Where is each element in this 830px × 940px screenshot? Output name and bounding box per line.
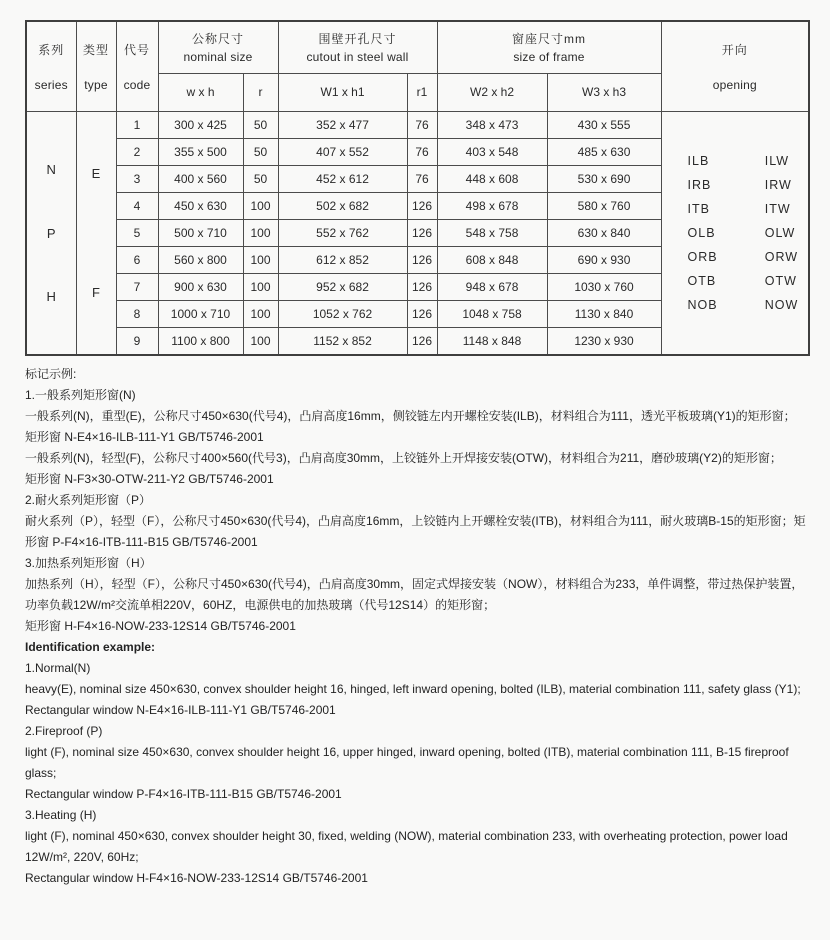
note-line-cn: 加热系列（H），轻型（F），公称尺寸450×630(代号4)，凸肩高度30mm，固定式焊接安装（NOW），材料组合为233，单件调整，带过热保护装置，功率负载12W/m²交流单相220V，60HZ，电源供电的加热玻璃（代号12S14）的矩形窗； — [25, 577, 804, 612]
note-line-en: Rectangular window H-F4×16-NOW-233-12S14 GB/T5746-2001 — [25, 871, 368, 885]
cell-frame-w2h2: 498 x 678 — [437, 193, 547, 220]
opening-cell — [661, 112, 809, 356]
opening-pair: ORB ORW — [687, 250, 799, 264]
opening-pair: NOB NOW — [687, 298, 799, 312]
col-header-code-zh: 代号 — [123, 43, 150, 58]
cell-nominal-r: 100 — [243, 247, 278, 274]
col-header-series-zh: 系列 — [38, 43, 65, 58]
type-letter: F — [92, 285, 100, 300]
cell-frame-w3h3: 1130 x 840 — [547, 301, 661, 328]
cell-frame-w3h3: 630 x 840 — [547, 220, 661, 247]
cell-nominal-r: 50 — [243, 139, 278, 166]
note-line-cn: 标记示例: — [25, 367, 77, 381]
cell-cutout-wh: 612 x 852 — [278, 247, 407, 274]
series-letter: P — [46, 225, 56, 241]
col-header-cutout-en: cutout in steel wall — [306, 50, 409, 65]
col-header-frame-en: size of frame — [513, 50, 585, 65]
col-header-opening-en: opening — [712, 77, 757, 92]
cell-frame-w2h2: 1048 x 758 — [437, 301, 547, 328]
cell-nominal-wh: 400 x 560 — [158, 166, 243, 193]
note-line-cn: 耐火系列（P），轻型（F），公称尺寸450×630(代号4)，凸肩高度16mm，上铰链内上开螺栓安装(ITB)，材料组合为111，耐火玻璃B-15的矩形窗；矩形窗 P-F4×16-ITB-111-B15 GB/T5746-2001 — [25, 514, 806, 549]
opening-pair: ILB ILW — [687, 154, 790, 168]
note-line-en: Rectangular window P-F4×16-ITB-111-B15 GB/T5746-2001 — [25, 787, 342, 801]
col-header-frame — [437, 21, 661, 73]
opening-pair: OTB OTW — [687, 274, 797, 288]
cell-code: 7 — [116, 274, 158, 301]
series-cell — [26, 112, 76, 356]
notes-section — [25, 364, 813, 889]
col-header-nominal-size — [158, 21, 278, 73]
cell-nominal-wh: 900 x 630 — [158, 274, 243, 301]
cell-cutout-r: 126 — [407, 220, 437, 247]
note-line-en: heavy(E), nominal size 450×630, convex shoulder height 16, hinged, left inward opening, bolted (ILB), material combination 111, safety glass (Y1); — [25, 682, 801, 696]
col-header-nominal-zh: 公称尺寸 — [192, 32, 245, 47]
opening-pair: ITB ITW — [687, 202, 791, 216]
note-line-en: light (F), nominal 450×630, convex shoulder height 30, fixed, welding (NOW), material combination 233, with overheating protection, power load 12W/m², 220V, 60Hz; — [25, 829, 788, 864]
series-letter: N — [46, 162, 56, 178]
cell-code: 2 — [116, 139, 158, 166]
cell-cutout-r: 126 — [407, 193, 437, 220]
cell-frame-w2h2: 448 x 608 — [437, 166, 547, 193]
col-header-frame-zh: 窗座尺寸mm — [512, 32, 587, 47]
subheader-wxh: w x h — [158, 73, 243, 111]
cell-cutout-wh: 502 x 682 — [278, 193, 407, 220]
col-header-type — [76, 21, 116, 112]
cell-nominal-r: 50 — [243, 112, 278, 139]
cell-nominal-wh: 300 x 425 — [158, 112, 243, 139]
cell-frame-w2h2: 548 x 758 — [437, 220, 547, 247]
col-header-type-zh: 类型 — [82, 43, 109, 58]
cell-frame-w3h3: 1030 x 760 — [547, 274, 661, 301]
opening-pair: OLB OLW — [687, 226, 796, 240]
subheader-w3xh3: W3 x h3 — [547, 73, 661, 111]
note-line-en: 3.Heating (H) — [25, 808, 97, 822]
note-line-cn: 矩形窗 N-F3×30-OTW-211-Y2 GB/T5746-2001 — [25, 472, 274, 486]
col-header-series-en: series — [34, 77, 68, 92]
cell-cutout-r: 76 — [407, 139, 437, 166]
col-header-code-en: code — [123, 77, 151, 92]
cell-cutout-wh: 1052 x 762 — [278, 301, 407, 328]
note-line-en: Rectangular window N-E4×16-ILB-111-Y1 GB/T5746-2001 — [25, 703, 336, 717]
col-header-cutout-zh: 围壁开孔尺寸 — [318, 32, 397, 47]
cell-code: 5 — [116, 220, 158, 247]
cell-nominal-r: 100 — [243, 274, 278, 301]
cell-code: 8 — [116, 301, 158, 328]
cell-cutout-wh: 352 x 477 — [278, 112, 407, 139]
cell-frame-w2h2: 348 x 473 — [437, 112, 547, 139]
cell-nominal-r: 50 — [243, 166, 278, 193]
series-letter: H — [46, 288, 56, 304]
cell-nominal-wh: 355 x 500 — [158, 139, 243, 166]
col-header-cutout — [278, 21, 437, 73]
cell-frame-w2h2: 948 x 678 — [437, 274, 547, 301]
cell-cutout-wh: 1152 x 852 — [278, 328, 407, 356]
cell-frame-w3h3: 485 x 630 — [547, 139, 661, 166]
note-line-en: light (F), nominal size 450×630, convex shoulder height 16, upper hinged, inward opening, bolted (ITB), material combination 111, B-15 fireproof glass; — [25, 745, 789, 780]
note-line-cn: 一般系列(N)，轻型(F)，公称尺寸400×560(代号3)，凸肩高度30mm，上铰链外上开焊接安装(OTW)，材料组合为211，磨砂玻璃(Y2)的矩形窗； — [25, 451, 782, 465]
col-header-opening — [661, 21, 809, 112]
cell-nominal-wh: 1000 x 710 — [158, 301, 243, 328]
cell-cutout-r: 126 — [407, 247, 437, 274]
cell-cutout-r: 126 — [407, 301, 437, 328]
cell-frame-w3h3: 580 x 760 — [547, 193, 661, 220]
note-line-cn: 1.一般系列矩形窗(N) — [25, 388, 136, 402]
subheader-r1: r1 — [407, 73, 437, 111]
type-cell — [76, 112, 116, 356]
note-line-en: 1.Normal(N) — [25, 661, 91, 675]
cell-cutout-r: 126 — [407, 328, 437, 356]
cell-cutout-wh: 452 x 612 — [278, 166, 407, 193]
cell-cutout-r: 76 — [407, 112, 437, 139]
cell-cutout-r: 126 — [407, 274, 437, 301]
opening-pair: IRB IRW — [687, 178, 792, 192]
cell-nominal-r: 100 — [243, 328, 278, 356]
cell-frame-w3h3: 690 x 930 — [547, 247, 661, 274]
spec-table — [25, 20, 810, 356]
cell-nominal-wh: 1100 x 800 — [158, 328, 243, 356]
cell-frame-w2h2: 608 x 848 — [437, 247, 547, 274]
note-line-cn: 3.加热系列矩形窗（H） — [25, 556, 152, 570]
cell-code: 4 — [116, 193, 158, 220]
cell-nominal-wh: 500 x 710 — [158, 220, 243, 247]
subheader-r: r — [243, 73, 278, 111]
col-header-code — [116, 21, 158, 112]
cell-nominal-wh: 560 x 800 — [158, 247, 243, 274]
note-line-en: 2.Fireproof (P) — [25, 724, 103, 738]
cell-frame-w2h2: 1148 x 848 — [437, 328, 547, 356]
col-header-opening-zh: 开向 — [721, 43, 748, 58]
note-line-cn: 2.耐火系列矩形窗（P） — [25, 493, 152, 507]
identification-example-heading: Identification example: — [25, 640, 156, 654]
type-letter: E — [91, 166, 101, 181]
cell-nominal-r: 100 — [243, 301, 278, 328]
col-header-nominal-en: nominal size — [183, 50, 253, 65]
col-header-series — [26, 21, 76, 112]
cell-code: 1 — [116, 112, 158, 139]
note-line-cn: 一般系列(N)，重型(E)，公称尺寸450×630(代号4)，凸肩高度16mm，侧铰链左内开螺栓安装(ILB)，材料组合为111，透光平板玻璃(Y1)的矩形窗； — [25, 409, 796, 423]
note-line-cn: 矩形窗 H-F4×16-NOW-233-12S14 GB/T5746-2001 — [25, 619, 296, 633]
cell-frame-w2h2: 403 x 548 — [437, 139, 547, 166]
note-line-cn: 矩形窗 N-E4×16-ILB-111-Y1 GB/T5746-2001 — [25, 430, 264, 444]
table-row — [26, 112, 809, 139]
cell-code: 9 — [116, 328, 158, 356]
subheader-w1xh1: W1 x h1 — [278, 73, 407, 111]
cell-code: 3 — [116, 166, 158, 193]
cell-nominal-wh: 450 x 630 — [158, 193, 243, 220]
cell-frame-w3h3: 430 x 555 — [547, 112, 661, 139]
cell-cutout-r: 76 — [407, 166, 437, 193]
cell-code: 6 — [116, 247, 158, 274]
cell-cutout-wh: 952 x 682 — [278, 274, 407, 301]
cell-nominal-r: 100 — [243, 220, 278, 247]
cell-frame-w3h3: 530 x 690 — [547, 166, 661, 193]
cell-cutout-wh: 407 x 552 — [278, 139, 407, 166]
cell-cutout-wh: 552 x 762 — [278, 220, 407, 247]
subheader-w2xh2: W2 x h2 — [437, 73, 547, 111]
cell-frame-w3h3: 1230 x 930 — [547, 328, 661, 356]
col-header-type-en: type — [84, 77, 108, 92]
cell-nominal-r: 100 — [243, 193, 278, 220]
